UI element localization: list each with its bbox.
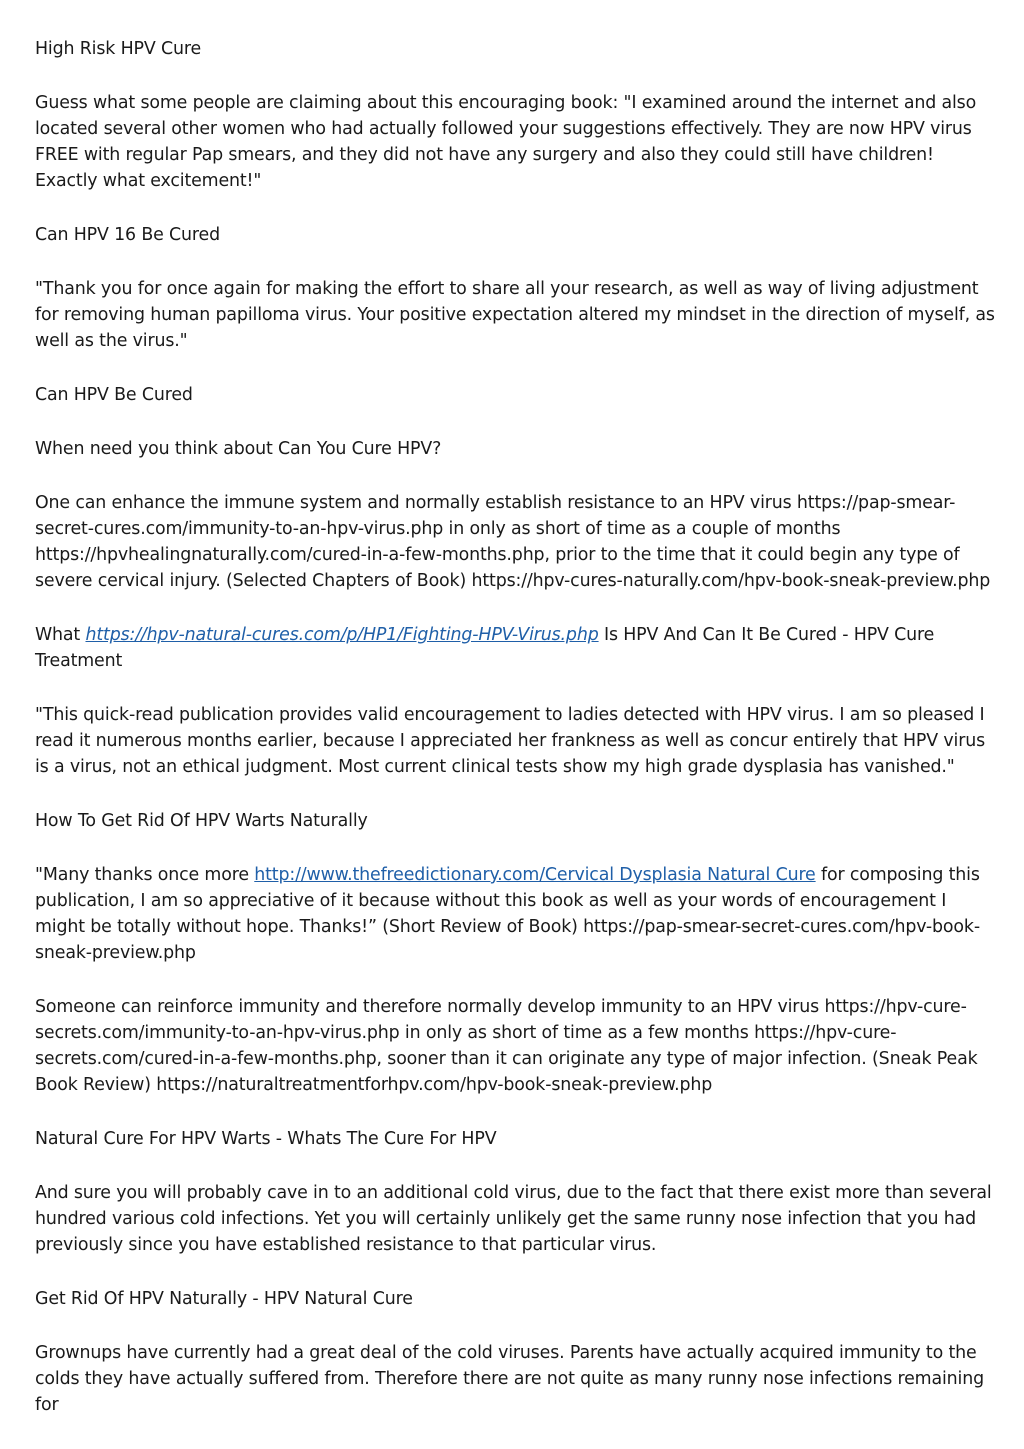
document-body [35,36,995,1446]
heading-can-hpv-16-be-cured: Can HPV 16 Be Cured [35,225,220,245]
free-dictionary-link[interactable]: http://www.thefreedictionary.com/Cervical Dysplasia Natural Cure [254,865,816,885]
paragraph-quick-read-quote: "This quick-read publication provides valid encouragement to ladies detected with HPV virus. I am so pleased I read it numerous months earlier, because I appreciated her frankness as well as concur entirely that HPV virus is a virus, not an ethical judgment. Most current clinical tests show my high grade dysplasia has vanished." [35,705,985,777]
paragraph-grownups: Grownups have currently had a great deal of the cold viruses. Parents have actually acquired immunity to the colds they have actually suffered from. Therefore there are not quite as many runny nose infections remaining for [35,1343,984,1415]
paragraph-what-is-hpv-prefix: What [35,625,86,645]
heading-high-risk-hpv-cure: High Risk HPV Cure [35,39,201,59]
paragraph-what-is-hpv [35,622,995,674]
fighting-hpv-virus-link[interactable]: https://hpv-natural-cures.com/p/HP1/Fighting-HPV-Virus.php [85,625,599,645]
heading-get-rid-of-hpv-warts: How To Get Rid Of HPV Warts Naturally [35,811,368,831]
paragraph-many-thanks-prefix: "Many thanks once more [35,865,255,885]
paragraph-thank-you-quote: "Thank you for once again for making the effort to share all your research, as well as way of living adjustment for removing human papilloma virus. Your positive expectation altered my mindset in the direction of myself, as well as the virus." [35,279,995,351]
paragraph-when-need-you-think: When need you think about Can You Cure HPV? [35,439,442,459]
heading-natural-cure-warts: Natural Cure For HPV Warts - Whats The Cure For HPV [35,1129,497,1149]
paragraph-many-thanks [35,862,995,966]
paragraph-many-thanks-suffix: for composing this publication, I am so appreciative of it because without this book as well as your words of encouragement I might be totally without hope. Thanks!” (Short Review of Book) https://pap-smear-secret-cures.com/hpv-book-sneak-preview.php [35,865,980,963]
paragraph-encouraging-book: Guess what some people are claiming about this encouraging book: "I examined around the internet and also located several other women who had actually followed your suggestions effectively. They are now HPV virus FREE with regular Pap smears, and they did not have any surgery and also they could still have children! Exactly what excitement!" [35,93,977,191]
paragraph-cold-virus: And sure you will probably cave in to an additional cold virus, due to the fact that there exist more than several hundred various cold infections. Yet you will certainly unlikely get the same runny nose infection that you had previously since you have established resistance to that particular virus. [35,1183,992,1255]
paragraph-what-is-hpv-suffix: Is HPV And Can It Be Cured - HPV Cure Treatment [35,625,935,671]
paragraph-immune-system: One can enhance the immune system and normally establish resistance to an HPV virus https://pap-smear-secret-cures.com/immunity-to-an-hpv-virus.php in only as short of time as a couple of months https://hpvhealingnaturally.com/cured-in-a-few-months.php, prior to the time that it could begin any type of severe cervical injury. (Selected Chapters of Book) https://hpv-cures-naturally.com/hpv-book-sneak-preview.php [35,493,991,591]
heading-can-hpv-be-cured: Can HPV Be Cured [35,385,193,405]
heading-get-rid-naturally: Get Rid Of HPV Naturally - HPV Natural Cure [35,1289,413,1309]
paragraph-reinforce-immunity: Someone can reinforce immunity and therefore normally develop immunity to an HPV virus https://hpv-cure-secrets.com/immunity-to-an-hpv-virus.php in only as short of time as a few months https://hpv-cure-secrets.com/cured-in-a-few-months.php, sooner than it can originate any type of major infection. (Sneak Peak Book Review) https://naturaltreatmentforhpv.com/hpv-book-sneak-preview.php [35,997,978,1095]
